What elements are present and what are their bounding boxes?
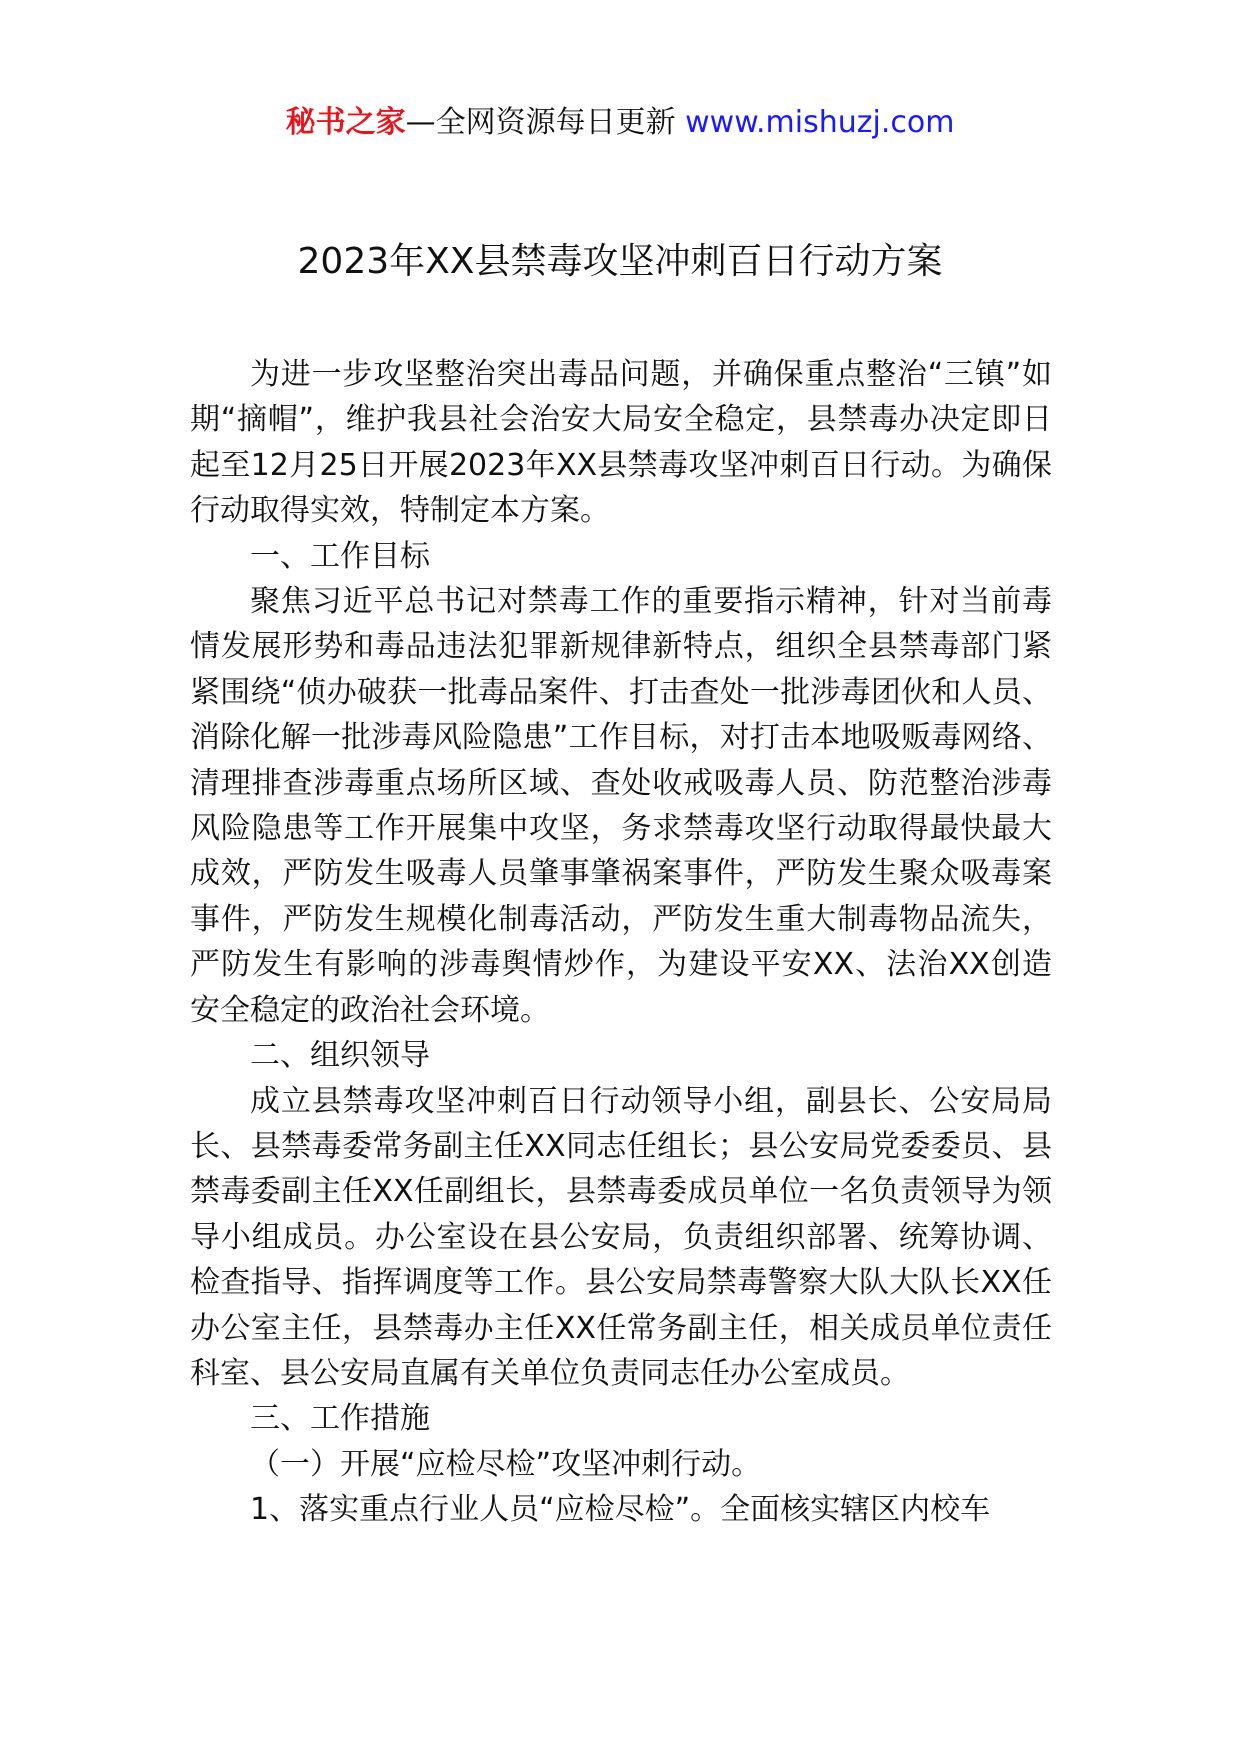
measure-item-1: 1、落实重点行业人员“应检尽检”。全面核实辖区内校车 [250,1492,991,1528]
site-url[interactable]: www.mishuzj.com [685,105,955,140]
subsection-heading-1: （一）开展“应检尽检”攻坚冲刺行动。 [250,1446,762,1482]
document-title: 2023年XX县禁毒攻坚冲刺百日行动方案 [297,241,943,282]
leadership-paragraph: 成立县禁毒攻坚冲刺百日行动领导小组，副县长、公安局局长、县禁毒委常务副主任XX同志任组长；县公安局党委委员、县禁毒委副主任XX任副组长，县禁毒委成员单位一名负责领导为领导小组成员。办公室设在县公安局，负责组织部署、统筹协调、检查指导、指挥调度等工作。县公安局禁毒警察大队大队长XX任办公室主任，县禁毒办主任XX任常务副主任，相关成员单位责任科室、县公安局直属有关单位负责同志任办公室成员。 [190,1083,1052,1391]
brand-name: 秘书之家 [285,105,406,140]
section-heading-goals: 一、工作目标 [250,538,430,574]
intro-paragraph: 为进一步攻坚整治突出毒品问题，并确保重点整治“三镇”如期“摘帽”，维护我县社会治安大局安全稳定，县禁毒办决定即日起至12月25日开展2023年XX县禁毒攻坚冲刺百日行动。为确保行动取得实效，特制定本方案。 [190,357,1052,529]
goals-paragraph: 聚焦习近平总书记对禁毒工作的重要指示精神，针对当前毒情发展形势和毒品违法犯罪新规律新特点，组织全县禁毒部门紧紧围绕“侦办破获一批毒品案件、打击查处一批涉毒团伙和人员、消除化解一批涉毒风险隐患”工作目标，对打击本地吸贩毒网络、清理排查涉毒重点场所区域、查处收戒吸毒人员、防范整治涉毒风险隐患等工作开展集中攻坚，务求禁毒攻坚行动取得最快最大成效，严防发生吸毒人员肇事肇祸案事件，严防发生聚众吸毒案事件，严防发生规模化制毒活动，严防发生重大制毒物品流失，严防发生有影响的涉毒舆情炒作，为建设平安XX、法治XX创造安全稳定的政治社会环境。 [190,584,1052,1028]
site-header [0,98,1240,148]
header-tagline: —全网资源每日更新 [405,105,676,140]
section-heading-measures: 三、工作措施 [250,1401,430,1437]
document-body [190,352,1052,1533]
section-heading-leadership: 二、组织领导 [250,1038,430,1074]
